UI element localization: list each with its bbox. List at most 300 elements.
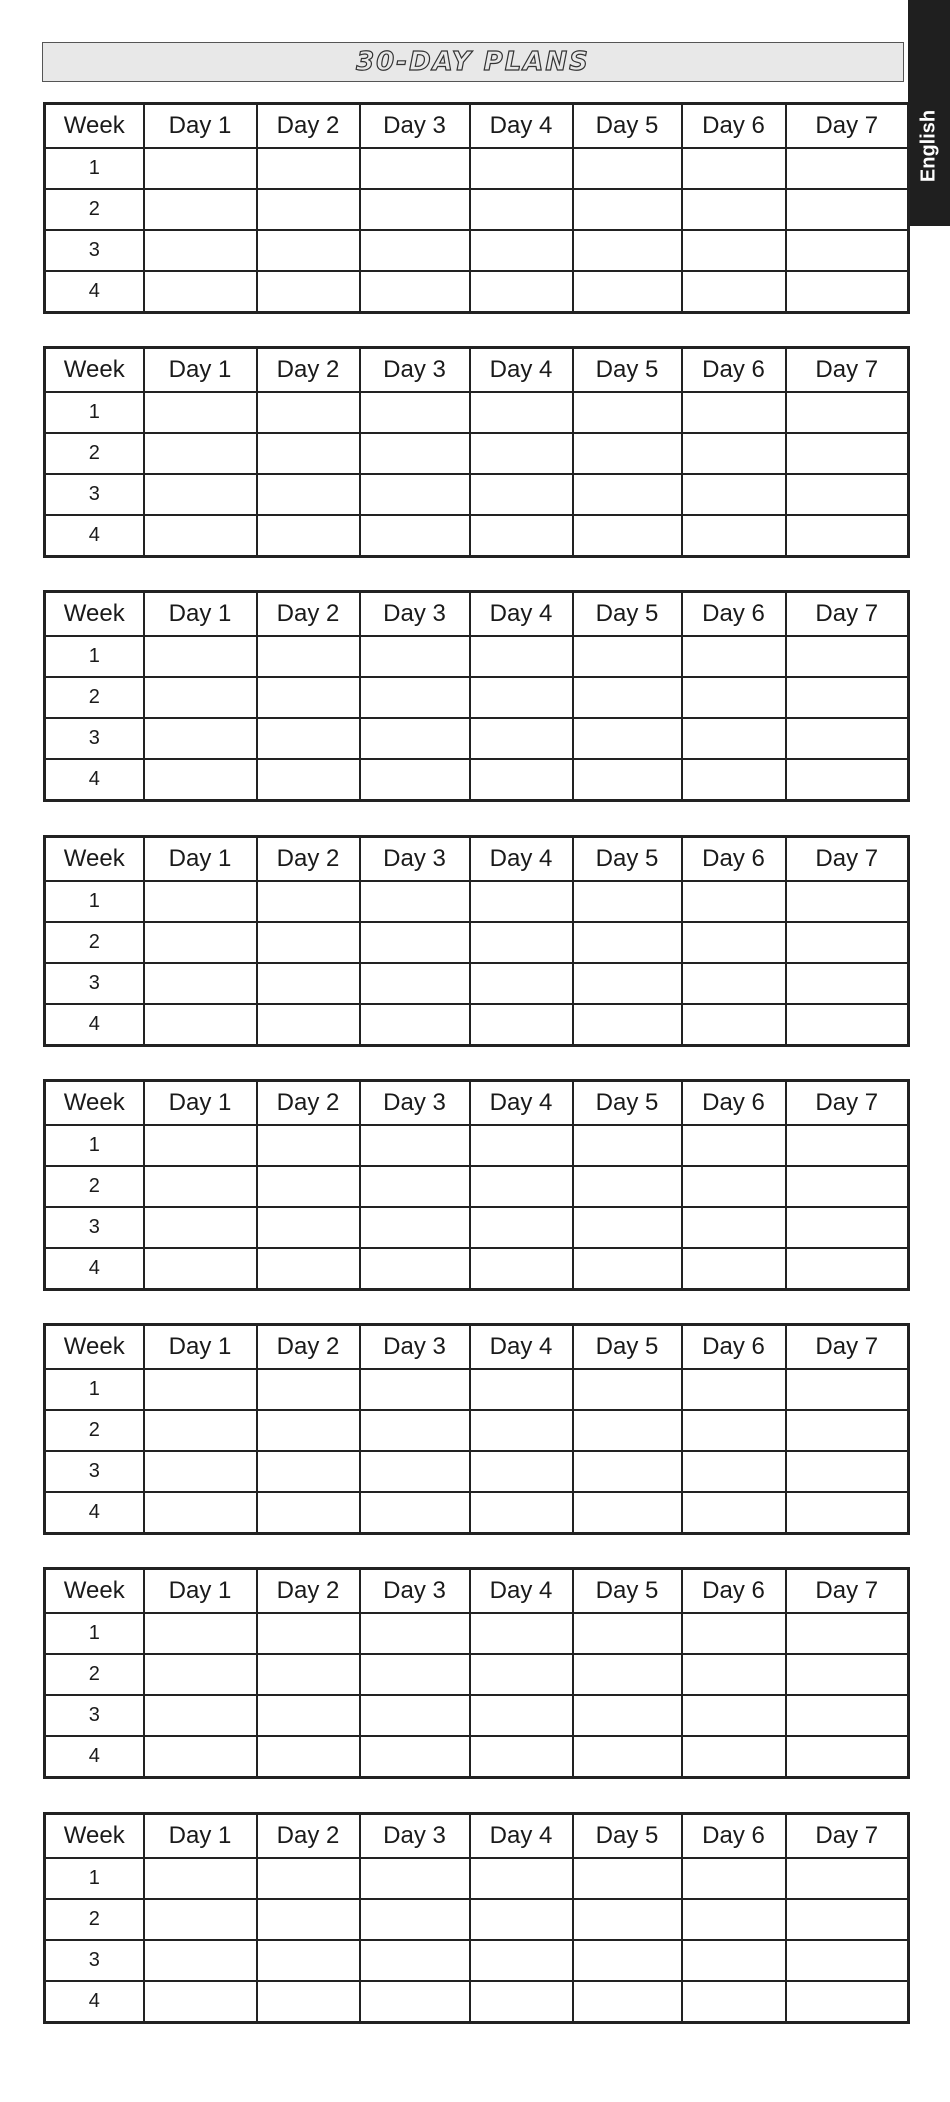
day-cell[interactable] <box>786 474 909 515</box>
day-cell[interactable] <box>470 1410 573 1451</box>
day-cell[interactable] <box>682 1451 786 1492</box>
day-cell[interactable] <box>573 718 682 759</box>
day-cell[interactable] <box>470 1981 573 2023</box>
week-number: 1 <box>45 1125 144 1166</box>
day-cell[interactable] <box>786 1613 909 1654</box>
day-cell[interactable] <box>470 1899 573 1940</box>
day-cell[interactable] <box>573 1369 682 1410</box>
day-cell[interactable] <box>470 230 573 271</box>
day-cell[interactable] <box>682 1492 786 1534</box>
day-cell[interactable] <box>144 1004 257 1046</box>
week-number: 2 <box>45 1166 144 1207</box>
day-cell[interactable] <box>573 474 682 515</box>
day-cell[interactable] <box>786 1654 909 1695</box>
day-cell[interactable] <box>682 1248 786 1290</box>
day-cell[interactable] <box>257 1899 360 1940</box>
language-tab[interactable] <box>908 0 950 226</box>
day-column-header: Day 1 <box>144 104 257 148</box>
table-row <box>45 1410 909 1451</box>
week-number: 3 <box>45 1940 144 1981</box>
day-cell[interactable] <box>682 189 786 230</box>
day-cell[interactable] <box>786 1166 909 1207</box>
day-cell[interactable] <box>144 1736 257 1778</box>
day-cell[interactable] <box>573 230 682 271</box>
day-cell[interactable] <box>573 271 682 313</box>
day-cell[interactable] <box>360 1613 470 1654</box>
day-column-header: Day 2 <box>257 1325 360 1369</box>
week-number: 2 <box>45 677 144 718</box>
day-cell[interactable] <box>786 636 909 677</box>
day-cell[interactable] <box>786 1410 909 1451</box>
plan-table <box>43 346 910 558</box>
day-cell[interactable] <box>470 1940 573 1981</box>
day-cell[interactable] <box>144 881 257 922</box>
day-cell[interactable] <box>257 1981 360 2023</box>
day-cell[interactable] <box>144 1492 257 1534</box>
day-column-header: Day 3 <box>360 1569 470 1613</box>
day-cell[interactable] <box>682 677 786 718</box>
day-cell[interactable] <box>682 1410 786 1451</box>
day-column-header: Day 5 <box>573 592 682 636</box>
day-cell[interactable] <box>360 718 470 759</box>
week-number: 2 <box>45 189 144 230</box>
table-row <box>45 881 909 922</box>
table-row <box>45 433 909 474</box>
day-cell[interactable] <box>144 515 257 557</box>
header-row <box>45 1569 909 1613</box>
day-column-header: Day 5 <box>573 1569 682 1613</box>
day-cell[interactable] <box>786 1899 909 1940</box>
week-number: 2 <box>45 433 144 474</box>
day-cell[interactable] <box>360 1125 470 1166</box>
day-cell[interactable] <box>786 1695 909 1736</box>
day-cell[interactable] <box>786 1369 909 1410</box>
day-cell[interactable] <box>573 1613 682 1654</box>
day-cell[interactable] <box>573 1004 682 1046</box>
day-cell[interactable] <box>786 392 909 433</box>
day-cell[interactable] <box>257 1613 360 1654</box>
day-cell[interactable] <box>360 1451 470 1492</box>
table-row <box>45 230 909 271</box>
week-number: 2 <box>45 922 144 963</box>
day-cell[interactable] <box>470 922 573 963</box>
day-cell[interactable] <box>573 515 682 557</box>
day-cell[interactable] <box>257 1207 360 1248</box>
day-cell[interactable] <box>360 271 470 313</box>
day-column-header: Day 4 <box>470 1569 573 1613</box>
day-cell[interactable] <box>573 148 682 189</box>
week-column-header: Week <box>45 1325 144 1369</box>
day-cell[interactable] <box>682 922 786 963</box>
day-cell[interactable] <box>360 148 470 189</box>
day-column-header: Day 5 <box>573 104 682 148</box>
day-cell[interactable] <box>470 148 573 189</box>
day-cell[interactable] <box>257 1492 360 1534</box>
day-cell[interactable] <box>360 392 470 433</box>
day-column-header: Day 4 <box>470 348 573 392</box>
day-cell[interactable] <box>257 1004 360 1046</box>
day-cell[interactable] <box>144 1369 257 1410</box>
day-cell[interactable] <box>470 189 573 230</box>
day-column-header: Day 6 <box>682 1569 786 1613</box>
day-cell[interactable] <box>682 1207 786 1248</box>
day-cell[interactable] <box>360 881 470 922</box>
day-cell[interactable] <box>144 759 257 801</box>
day-cell[interactable] <box>470 1369 573 1410</box>
day-cell[interactable] <box>573 881 682 922</box>
day-cell[interactable] <box>360 1492 470 1534</box>
day-cell[interactable] <box>257 433 360 474</box>
day-cell[interactable] <box>682 1166 786 1207</box>
day-cell[interactable] <box>144 922 257 963</box>
day-cell[interactable] <box>470 433 573 474</box>
day-cell[interactable] <box>257 189 360 230</box>
day-cell[interactable] <box>470 1654 573 1695</box>
day-column-header: Day 5 <box>573 1325 682 1369</box>
week-column-header: Week <box>45 104 144 148</box>
day-cell[interactable] <box>573 1207 682 1248</box>
day-column-header: Day 5 <box>573 1814 682 1858</box>
day-column-header: Day 7 <box>786 837 909 881</box>
day-cell[interactable] <box>682 1695 786 1736</box>
day-cell[interactable] <box>573 1899 682 1940</box>
day-cell[interactable] <box>682 474 786 515</box>
day-cell[interactable] <box>257 677 360 718</box>
day-cell[interactable] <box>682 636 786 677</box>
day-cell[interactable] <box>682 1858 786 1899</box>
day-cell[interactable] <box>786 1004 909 1046</box>
day-cell[interactable] <box>257 636 360 677</box>
day-cell[interactable] <box>573 677 682 718</box>
day-cell[interactable] <box>360 1654 470 1695</box>
day-column-header: Day 4 <box>470 1814 573 1858</box>
day-cell[interactable] <box>144 636 257 677</box>
day-cell[interactable] <box>144 1899 257 1940</box>
day-cell[interactable] <box>786 1858 909 1899</box>
day-cell[interactable] <box>573 392 682 433</box>
week-column-header: Week <box>45 1569 144 1613</box>
day-cell[interactable] <box>144 1410 257 1451</box>
day-cell[interactable] <box>257 230 360 271</box>
table-row <box>45 1207 909 1248</box>
table-row <box>45 1613 909 1654</box>
day-cell[interactable] <box>257 1410 360 1451</box>
day-cell[interactable] <box>682 148 786 189</box>
day-cell[interactable] <box>257 1451 360 1492</box>
day-cell[interactable] <box>144 1166 257 1207</box>
day-cell[interactable] <box>682 1004 786 1046</box>
day-cell[interactable] <box>682 1613 786 1654</box>
day-cell[interactable] <box>573 1125 682 1166</box>
week-column-header: Week <box>45 348 144 392</box>
day-cell[interactable] <box>786 189 909 230</box>
week-number: 4 <box>45 1492 144 1534</box>
day-cell[interactable] <box>144 1451 257 1492</box>
day-cell[interactable] <box>470 1248 573 1290</box>
day-cell[interactable] <box>573 963 682 1004</box>
day-cell[interactable] <box>257 1654 360 1695</box>
day-cell[interactable] <box>144 392 257 433</box>
plan-table <box>43 590 910 802</box>
day-column-header: Day 3 <box>360 592 470 636</box>
day-cell[interactable] <box>360 1166 470 1207</box>
day-column-header: Day 6 <box>682 348 786 392</box>
day-column-header: Day 1 <box>144 1081 257 1125</box>
day-cell[interactable] <box>573 1410 682 1451</box>
day-cell[interactable] <box>144 963 257 1004</box>
day-cell[interactable] <box>786 718 909 759</box>
day-cell[interactable] <box>257 392 360 433</box>
day-cell[interactable] <box>786 759 909 801</box>
day-cell[interactable] <box>573 922 682 963</box>
day-cell[interactable] <box>360 1248 470 1290</box>
day-cell[interactable] <box>257 1695 360 1736</box>
day-cell[interactable] <box>257 515 360 557</box>
day-cell[interactable] <box>573 1736 682 1778</box>
day-cell[interactable] <box>682 963 786 1004</box>
day-cell[interactable] <box>360 1858 470 1899</box>
day-cell[interactable] <box>257 1248 360 1290</box>
day-column-header: Day 1 <box>144 837 257 881</box>
day-cell[interactable] <box>470 1125 573 1166</box>
week-number: 4 <box>45 1248 144 1290</box>
table-row <box>45 636 909 677</box>
day-cell[interactable] <box>257 1858 360 1899</box>
header-row <box>45 1814 909 1858</box>
day-cell[interactable] <box>786 963 909 1004</box>
day-column-header: Day 1 <box>144 1814 257 1858</box>
day-cell[interactable] <box>144 1858 257 1899</box>
table-row <box>45 1736 909 1778</box>
day-cell[interactable] <box>144 1654 257 1695</box>
day-cell[interactable] <box>786 271 909 313</box>
page-title-bar <box>42 42 904 82</box>
table-row <box>45 759 909 801</box>
day-cell[interactable] <box>257 1166 360 1207</box>
table-row <box>45 1004 909 1046</box>
plan-table <box>43 1812 910 2024</box>
day-cell[interactable] <box>573 1695 682 1736</box>
day-cell[interactable] <box>682 1654 786 1695</box>
table-row <box>45 271 909 313</box>
day-cell[interactable] <box>470 718 573 759</box>
day-cell[interactable] <box>682 881 786 922</box>
day-column-header: Day 2 <box>257 837 360 881</box>
day-column-header: Day 7 <box>786 592 909 636</box>
day-column-header: Day 5 <box>573 837 682 881</box>
day-cell[interactable] <box>360 189 470 230</box>
day-cell[interactable] <box>144 433 257 474</box>
day-cell[interactable] <box>470 271 573 313</box>
day-cell[interactable] <box>360 1004 470 1046</box>
day-cell[interactable] <box>573 1858 682 1899</box>
day-cell[interactable] <box>786 230 909 271</box>
week-number: 4 <box>45 515 144 557</box>
day-cell[interactable] <box>360 636 470 677</box>
week-number: 4 <box>45 1004 144 1046</box>
day-cell[interactable] <box>682 1736 786 1778</box>
day-cell[interactable] <box>470 963 573 1004</box>
week-number: 4 <box>45 759 144 801</box>
table-row <box>45 1654 909 1695</box>
day-cell[interactable] <box>682 1940 786 1981</box>
week-number: 1 <box>45 1613 144 1654</box>
day-cell[interactable] <box>573 1940 682 1981</box>
table-row <box>45 189 909 230</box>
day-cell[interactable] <box>786 1492 909 1534</box>
day-cell[interactable] <box>144 677 257 718</box>
day-cell[interactable] <box>786 515 909 557</box>
day-cell[interactable] <box>144 230 257 271</box>
day-cell[interactable] <box>470 1695 573 1736</box>
day-cell[interactable] <box>470 1858 573 1899</box>
day-cell[interactable] <box>470 515 573 557</box>
day-cell[interactable] <box>257 1940 360 1981</box>
day-cell[interactable] <box>682 230 786 271</box>
week-number: 4 <box>45 271 144 313</box>
day-cell[interactable] <box>682 515 786 557</box>
day-cell[interactable] <box>470 392 573 433</box>
day-cell[interactable] <box>786 1207 909 1248</box>
day-cell[interactable] <box>257 1369 360 1410</box>
day-cell[interactable] <box>573 189 682 230</box>
day-cell[interactable] <box>682 718 786 759</box>
day-cell[interactable] <box>573 1166 682 1207</box>
day-cell[interactable] <box>360 1410 470 1451</box>
day-cell[interactable] <box>470 677 573 718</box>
day-cell[interactable] <box>786 1736 909 1778</box>
day-cell[interactable] <box>573 1451 682 1492</box>
day-cell[interactable] <box>257 148 360 189</box>
day-cell[interactable] <box>470 759 573 801</box>
day-column-header: Day 4 <box>470 837 573 881</box>
day-cell[interactable] <box>144 189 257 230</box>
day-cell[interactable] <box>257 881 360 922</box>
day-cell[interactable] <box>470 474 573 515</box>
day-cell[interactable] <box>786 1981 909 2023</box>
table-row <box>45 963 909 1004</box>
day-cell[interactable] <box>470 1004 573 1046</box>
day-cell[interactable] <box>470 1451 573 1492</box>
day-cell[interactable] <box>573 636 682 677</box>
day-column-header: Day 3 <box>360 104 470 148</box>
day-column-header: Day 5 <box>573 348 682 392</box>
day-cell[interactable] <box>257 759 360 801</box>
day-column-header: Day 3 <box>360 1325 470 1369</box>
day-cell[interactable] <box>470 1492 573 1534</box>
day-cell[interactable] <box>786 677 909 718</box>
day-cell[interactable] <box>470 881 573 922</box>
table-row <box>45 1369 909 1410</box>
day-cell[interactable] <box>360 1981 470 2023</box>
day-cell[interactable] <box>257 271 360 313</box>
day-cell[interactable] <box>144 1940 257 1981</box>
day-cell[interactable] <box>257 963 360 1004</box>
day-cell[interactable] <box>786 922 909 963</box>
day-cell[interactable] <box>360 1736 470 1778</box>
day-cell[interactable] <box>360 474 470 515</box>
day-cell[interactable] <box>360 1695 470 1736</box>
day-cell[interactable] <box>682 1369 786 1410</box>
day-cell[interactable] <box>144 1613 257 1654</box>
day-cell[interactable] <box>144 718 257 759</box>
day-cell[interactable] <box>682 1125 786 1166</box>
day-cell[interactable] <box>360 515 470 557</box>
day-cell[interactable] <box>360 230 470 271</box>
week-number: 3 <box>45 963 144 1004</box>
day-cell[interactable] <box>144 1207 257 1248</box>
day-cell[interactable] <box>786 1451 909 1492</box>
day-cell[interactable] <box>786 148 909 189</box>
day-column-header: Day 3 <box>360 348 470 392</box>
day-cell[interactable] <box>257 1736 360 1778</box>
day-cell[interactable] <box>360 677 470 718</box>
day-cell[interactable] <box>257 718 360 759</box>
day-cell[interactable] <box>682 759 786 801</box>
week-number: 1 <box>45 1858 144 1899</box>
day-cell[interactable] <box>786 1125 909 1166</box>
day-cell[interactable] <box>470 1613 573 1654</box>
day-cell[interactable] <box>786 881 909 922</box>
table-row <box>45 392 909 433</box>
day-cell[interactable] <box>470 1166 573 1207</box>
day-cell[interactable] <box>573 433 682 474</box>
day-cell[interactable] <box>144 271 257 313</box>
day-cell[interactable] <box>144 1981 257 2023</box>
day-cell[interactable] <box>573 1248 682 1290</box>
day-cell[interactable] <box>257 474 360 515</box>
day-cell[interactable] <box>573 759 682 801</box>
day-cell[interactable] <box>573 1492 682 1534</box>
day-cell[interactable] <box>470 636 573 677</box>
day-cell[interactable] <box>360 433 470 474</box>
day-cell[interactable] <box>144 1695 257 1736</box>
day-cell[interactable] <box>682 433 786 474</box>
day-cell[interactable] <box>682 392 786 433</box>
day-cell[interactable] <box>470 1207 573 1248</box>
day-cell[interactable] <box>144 474 257 515</box>
day-cell[interactable] <box>682 1899 786 1940</box>
day-cell[interactable] <box>682 271 786 313</box>
week-number: 2 <box>45 1654 144 1695</box>
day-cell[interactable] <box>682 1981 786 2023</box>
day-cell[interactable] <box>573 1654 682 1695</box>
day-cell[interactable] <box>360 1940 470 1981</box>
day-cell[interactable] <box>786 1248 909 1290</box>
day-cell[interactable] <box>786 1940 909 1981</box>
day-cell[interactable] <box>360 759 470 801</box>
table-row <box>45 718 909 759</box>
day-cell[interactable] <box>786 433 909 474</box>
day-cell[interactable] <box>360 1207 470 1248</box>
day-cell[interactable] <box>144 148 257 189</box>
day-cell[interactable] <box>360 1899 470 1940</box>
day-cell[interactable] <box>470 1736 573 1778</box>
day-column-header: Day 6 <box>682 1081 786 1125</box>
day-cell[interactable] <box>360 922 470 963</box>
day-cell[interactable] <box>573 1981 682 2023</box>
week-number: 3 <box>45 230 144 271</box>
day-cell[interactable] <box>257 1125 360 1166</box>
day-column-header: Day 4 <box>470 1325 573 1369</box>
day-cell[interactable] <box>360 963 470 1004</box>
day-cell[interactable] <box>257 922 360 963</box>
day-cell[interactable] <box>144 1125 257 1166</box>
day-cell[interactable] <box>360 1369 470 1410</box>
table-row <box>45 922 909 963</box>
week-number: 3 <box>45 474 144 515</box>
day-cell[interactable] <box>144 1248 257 1290</box>
